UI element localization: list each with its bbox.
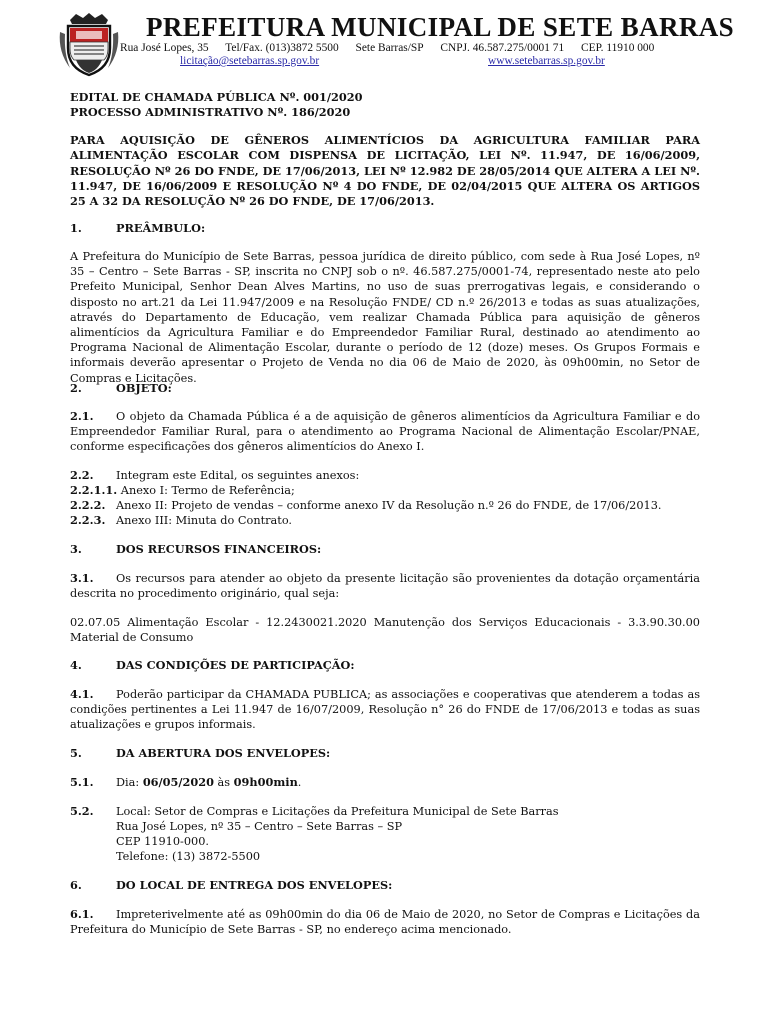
header-phone: Tel/Fax. (013)3872 5500 <box>225 42 339 54</box>
section-title: DAS CONDIÇÕES DE PARTICIPAÇÃO: <box>116 658 355 672</box>
section-number: 4. <box>70 658 82 672</box>
annex-text: Anexo II: Projeto de vendas – conforme anexo IV da Resolução n.º 26 do FNDE, de 17/06/2013. <box>116 499 662 512</box>
section-4-heading <box>70 658 355 672</box>
paragraph-text: Impreterivelmente até as 09h00min do dia 06 de Maio de 2020, no Setor de Compras e Licitações da Prefeitura do Município de Sete Barras - SP, no endereço acima mencionado. <box>70 908 700 937</box>
opening-date: 06/05/2020 <box>142 775 214 789</box>
header-contact-line <box>120 42 668 54</box>
section-number: 1. <box>70 221 82 235</box>
edital-number: EDITAL DE CHAMADA PÚBLICA Nº. 001/2020 <box>70 90 363 104</box>
header-website-link[interactable]: www.setebarras.sp.gov.br <box>488 55 605 67</box>
section-6-heading <box>70 878 392 892</box>
annex-1-item <box>70 483 700 498</box>
header-cnpj: CNPJ. 46.587.275/0001 71 <box>440 42 565 54</box>
municipality-title: PREFEITURA MUNICIPAL DE SETE BARRAS <box>146 12 735 42</box>
paragraph-number: 5.2. <box>70 804 94 818</box>
paragraph-number: 2.2. <box>70 468 94 482</box>
header-email-link[interactable]: licitação@setebarras.sp.gov.br <box>180 55 320 67</box>
paragraph-text: às <box>213 776 234 789</box>
section-number: 3. <box>70 542 82 556</box>
paragraph-text: Os recursos para atender ao objeto da presente licitação são provenientes da dotação orçamentária descrita no procedimento originário, qual seja: <box>70 572 700 601</box>
header-city: Sete Barras/SP <box>355 42 424 54</box>
section-title: DO LOCAL DE ENTREGA DOS ENVELOPES: <box>116 878 393 892</box>
paragraph-text: Integram este Edital, os seguintes anexos: <box>116 469 360 482</box>
paragraph-number: 3.1. <box>70 571 94 585</box>
paragraph-number: 6.1. <box>70 907 94 921</box>
section-title: PREÂMBULO: <box>116 221 206 235</box>
annex-2-item <box>70 498 700 513</box>
paragraph-number: 2.1. <box>70 409 94 423</box>
processo-number: PROCESSO ADMINISTRATIVO Nº. 186/2020 <box>70 105 351 119</box>
section-1-heading <box>70 221 205 235</box>
coat-of-arms-icon <box>56 12 122 78</box>
paragraph-4-1 <box>70 687 700 733</box>
location-cep: CEP 11910-000. <box>116 835 209 848</box>
paragraph-number: 5.1. <box>70 775 94 789</box>
paragraph-text: O objeto da Chamada Pública é a de aquisição de gêneros alimentícios da Agricultura Familiar e do Empreendedor Familiar Rural, para o atendimento ao Programa Nacional de Alimentação Escolar/PNAE, conforme especificações dos gêneros alimentícios do Anexo I. <box>70 410 700 454</box>
annex-number: 2.2.1.1. <box>70 483 118 497</box>
paragraph-number: 4.1. <box>70 687 94 701</box>
paragraph-5-2 <box>70 804 700 819</box>
paragraph-2-2 <box>70 468 700 483</box>
section-number: 6. <box>70 878 82 892</box>
location-line: Local: Setor de Compras e Licitações da Prefeitura Municipal de Sete Barras <box>116 805 559 818</box>
location-address: Rua José Lopes, nº 35 – Centro – Sete Barras – SP <box>116 820 403 833</box>
header-address: Rua José Lopes, 35 <box>120 42 209 54</box>
location-phone: Telefone: (13) 3872-5500 <box>116 850 261 863</box>
edital-subject: PARA AQUISIÇÃO DE GÊNEROS ALIMENTÍCIOS DA AGRICULTURA FAMILIAR PARA ALIMENTAÇÃO ESCOLAR COM DISPENSA DE LICITAÇÃO, LEI Nº. 11.947, DE 16/06/2009, RESOLUÇÃO Nº 26 DO FNDE, DE 17/06/2013, LEI Nº 12.982 DE 28/05/2014 QUE ALTERA A LEI Nº. 11.947, DE 16/06/2009 E RESOLUÇÃO Nº 4 DO FNDE, DE 02/04/2015 QUE ALTERA OS ARTIGOS 25 A 32 DA RESOLUÇÃO Nº 26 DO FNDE, DE 17/06/2013. <box>70 133 700 209</box>
annex-text: Anexo I: Termo de Referência; <box>120 484 295 497</box>
paragraph-6-1 <box>70 907 700 937</box>
section-number: 2. <box>70 381 82 395</box>
annex-3-item <box>70 513 700 528</box>
section-number: 5. <box>70 746 82 760</box>
section-3-heading <box>70 542 321 556</box>
section-1-body: A Prefeitura do Município de Sete Barras, pessoa jurídica de direito público, com sede à Rua José Lopes, nº 35 – Centro – Sete Barras - SP, inscrita no CNPJ sob o nº. 46.587.275/0001-74, representado neste ato pelo Prefeito Municipal, Senhor Dean Alves Martins, no uso de suas prerrogativas legais, e considerando o disposto no art.21 da Lei 11.947/2009 e na Resolução FNDE/ CD n.º 26/2013 e todas as suas atualizações, através do Departamento de Educação, vem realizar Chamada Pública para aquisição de gêneros alimentícios da Agricultura Familiar e do Empreendedor Familiar Rural, destinado ao atendimento ao Programa Nacional de Alimentação Escolar, durante o período de 12 (doze) meses. Os Grupos Formais e informais deverão apresentar o Projeto de Venda no dia 06 de Maio de 2020, às 09h00min, no Setor de Compras e Licitações. <box>70 250 700 385</box>
paragraph-5-1 <box>70 775 700 790</box>
annex-text: Anexo III: Minuta do Contrato. <box>116 514 293 527</box>
opening-time: 09h00min <box>233 775 298 789</box>
paragraph-2-1 <box>70 409 700 455</box>
section-2-heading <box>70 381 172 395</box>
section-title: DA ABERTURA DOS ENVELOPES: <box>116 746 331 760</box>
paragraph-text: Poderão participar da CHAMADA PUBLICA; as associações e cooperativas que atenderem a todas as condições pertinentes a Lei 11.947 de 16/07/2009, Resolução n° 26 do FNDE de 17/06/2013 e todas as suas atualizações e grupos informais. <box>70 688 700 732</box>
annex-number: 2.2.2. <box>70 498 106 512</box>
paragraph-3-1 <box>70 571 700 601</box>
section-title: DOS RECURSOS FINANCEIROS: <box>116 542 322 556</box>
annex-number: 2.2.3. <box>70 513 106 527</box>
paragraph-text: . <box>297 776 302 789</box>
header-cep: CEP. 11910 000 <box>581 42 655 54</box>
section-5-heading <box>70 746 330 760</box>
budget-allocation: 02.07.05 Alimentação Escolar - 12.2430021.2020 Manutenção dos Serviços Educacionais - 3.3.90.30.00 Material de Consumo <box>70 616 700 645</box>
paragraph-text: Dia: <box>116 776 143 789</box>
section-title: OBJETO: <box>116 381 172 395</box>
